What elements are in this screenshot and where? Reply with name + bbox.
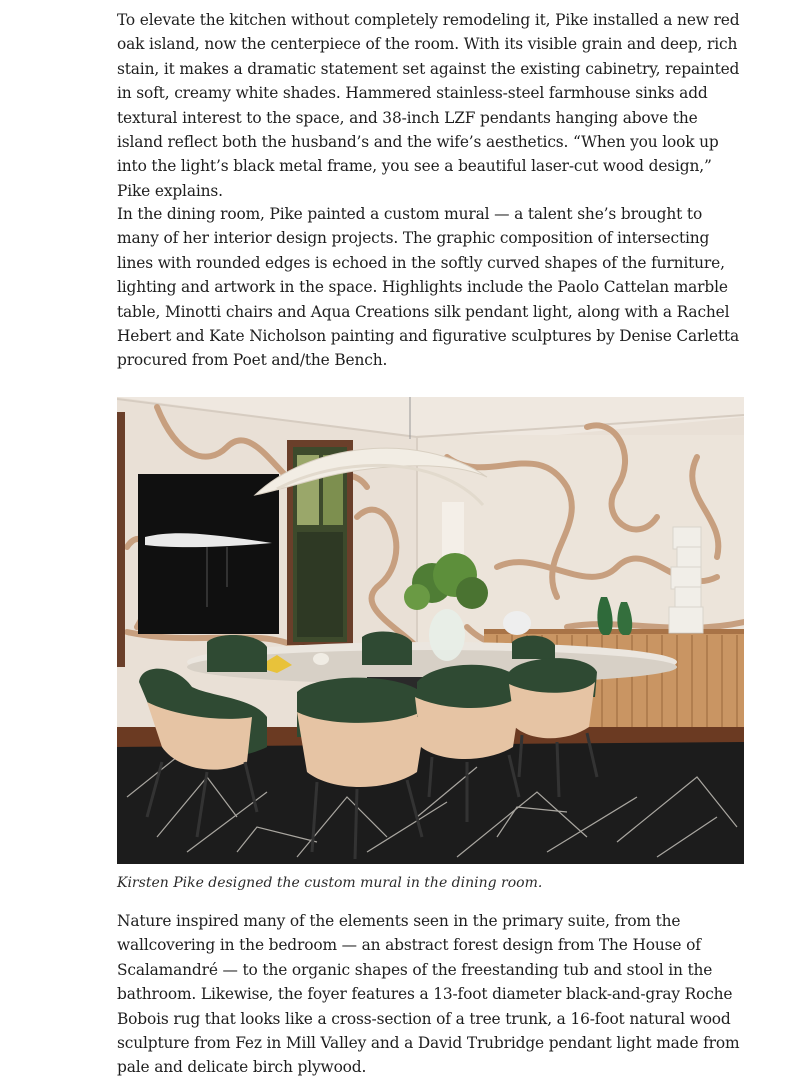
white-sculpture bbox=[669, 527, 703, 633]
paragraph-primary-suite: Nature inspired many of the elements seen in the primary suite, from the wallcovering in the bedroom — an abstract forest design from The House of Scalamandré — to the organic shapes of the freestanding tub and stool in the bathroom. Likewise, the foyer features a 13-foot diameter black-and-gray Roche Bobois rug that looks like a cross-section of a tree trunk, a 16-foot natural wood sculpture from Fez in Mill Valley and a David Trubridge pendant light made from pale and delicate birch plywood. bbox=[117, 912, 740, 1077]
paragraph-dining-room: In the dining room, Pike painted a custom mural — a talent she’s brought to many of her interior design projects. The graphic composition of intersecting lines with rounded edges is echoed in the softly curved shapes of the furniture, lighting and artwork in the space. Highlights include the Paolo Cattelan marble table, Minotti chairs and Aqua Creations silk pendant light, along with a Rachel Hebert and Kate Nicholson painting and figurative sculptures by Denise Carletta procured from Poet and/the Bench. bbox=[117, 205, 740, 370]
paragraph-kitchen: To elevate the kitchen without completely remodeling it, Pike installed a new red oak island, now the centerpiece of the room. With its visible grain and deep, rich stain, it makes a dramatic statement set against the existing cabinetry, repainted in soft, creamy white shades. Hammered stainless-steel farmhouse sinks add textural interest to the space, and 38-inch LZF pendants hanging above the island reflect both the husband’s and the wife’s aesthetics. “When you look up into the light’s black metal frame, you see a beautiful laser-cut wood design,” Pike explains. bbox=[117, 11, 740, 200]
dining-room-photo bbox=[117, 397, 744, 864]
photo-caption: Kirsten Pike designed the custom mural in the dining room. bbox=[117, 875, 543, 891]
abstract-painting bbox=[138, 474, 279, 634]
